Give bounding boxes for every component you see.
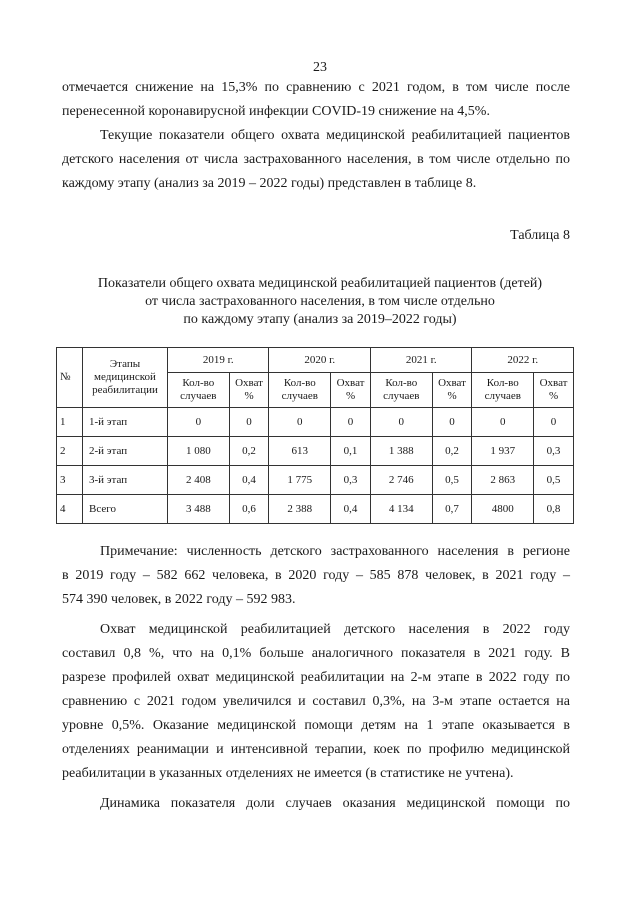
cell-cases: 4800: [472, 495, 534, 524]
cell-coverage: 0,2: [229, 437, 269, 466]
text-line: Динамика показателя доли случаев оказания медицинской помощи по: [100, 796, 570, 811]
cell-coverage: 0,3: [534, 437, 574, 466]
text-line: детского населения от числа застрахованного населения, в том числе отдельно по: [62, 152, 570, 167]
page-number: 23: [313, 60, 327, 75]
paragraph-indicators: [62, 124, 570, 196]
cell-cases: 1 937: [472, 437, 534, 466]
cell-coverage: 0,3: [331, 466, 371, 495]
cell-coverage: 0,1: [331, 437, 371, 466]
cell-coverage: 0,6: [229, 495, 269, 524]
text-line: реабилитации в указанных отделениях не имеется (в статистике не учтена).: [62, 766, 514, 781]
table-caption: [0, 275, 640, 329]
cell-cases: 2 388: [269, 495, 331, 524]
paragraph-note: [62, 540, 570, 612]
text-line: перенесенной коронавирусной инфекции COVID-19 снижение на 4,5%.: [62, 104, 490, 119]
table-row: [57, 408, 574, 437]
table-row: [57, 495, 574, 524]
text-line: Текущие показатели общего охвата медицинской реабилитацией пациентов: [100, 128, 570, 143]
text-line: составил 0,8 %, что на 0,1% больше аналогичного показателя в 2021 году. В: [62, 646, 570, 661]
cell-cases: 1 080: [168, 437, 230, 466]
text-line: в 2019 году – 582 662 человека, в 2020 году – 585 878 человек, в 2021 году –: [62, 568, 570, 583]
cell-cases: 0: [472, 408, 534, 437]
row-stage: 1-й этап: [83, 408, 168, 437]
cell-coverage: 0,5: [432, 466, 472, 495]
table-row: [57, 437, 574, 466]
cell-coverage: 0,8: [534, 495, 574, 524]
subheader-cases: Кол-во случаев: [472, 373, 534, 408]
text-line: отделениях реанимации и интенсивной терапии, коек по профилю медицинской: [62, 742, 570, 757]
coverage-table: [56, 347, 574, 524]
cell-cases: 0: [269, 408, 331, 437]
row-number: 1: [57, 408, 83, 437]
caption-line: Показатели общего охвата медицинской реабилитацией пациентов (детей): [97, 276, 543, 291]
cell-coverage: 0: [229, 408, 269, 437]
caption-line: от числа застрахованного населения, в том числе отдельно: [145, 294, 495, 309]
table-header-row: [57, 348, 574, 373]
paragraph-intro: [62, 76, 570, 124]
cell-coverage: 0,2: [432, 437, 472, 466]
row-stage: 2-й этап: [83, 437, 168, 466]
row-stage: Всего: [83, 495, 168, 524]
cell-cases: 4 134: [370, 495, 432, 524]
subheader-cases: Кол-во случаев: [168, 373, 230, 408]
text-line: сравнению с 2021 годом увеличился и составил 0,3%, на 3-м этапе остается на: [62, 694, 570, 709]
paragraph-dynamics: [62, 792, 570, 816]
cell-cases: 1 388: [370, 437, 432, 466]
text-line: Примечание: численность детского застрахованного населения в регионе: [100, 544, 570, 559]
table-row: [57, 466, 574, 495]
cell-cases: 3 488: [168, 495, 230, 524]
text-line: разрезе профилей охват медицинской реабилитации на 2-м этапе в 2022 году по: [62, 670, 570, 685]
subheader-cases: Кол-во случаев: [370, 373, 432, 408]
cell-cases: 0: [370, 408, 432, 437]
text-line: Охват медицинской реабилитацией детского населения в 2022 году: [100, 622, 570, 637]
header-stage: Этапы медицинской реабилитации: [83, 348, 168, 408]
header-year: 2019 г.: [168, 348, 269, 373]
text-line: каждому этапу (анализ за 2019 – 2022 годы) представлен в таблице 8.: [62, 176, 477, 191]
text-line: отмечается снижение на 15,3% по сравнению с 2021 годом, в том числе после: [62, 80, 570, 95]
subheader-cases: Кол-во случаев: [269, 373, 331, 408]
cell-coverage: 0: [331, 408, 371, 437]
subheader-coverage: Охват %: [331, 373, 371, 408]
row-stage: 3-й этап: [83, 466, 168, 495]
header-year: 2020 г.: [269, 348, 370, 373]
row-number: 3: [57, 466, 83, 495]
header-year: 2022 г.: [472, 348, 574, 373]
cell-cases: 0: [168, 408, 230, 437]
subheader-coverage: Охват %: [534, 373, 574, 408]
paragraph-analysis: [62, 618, 570, 786]
table-label: Таблица 8: [510, 228, 570, 243]
cell-coverage: 0,5: [534, 466, 574, 495]
subheader-coverage: Охват %: [432, 373, 472, 408]
cell-cases: 613: [269, 437, 331, 466]
cell-coverage: 0,4: [229, 466, 269, 495]
cell-cases: 2 863: [472, 466, 534, 495]
cell-cases: 1 775: [269, 466, 331, 495]
cell-coverage: 0,7: [432, 495, 472, 524]
caption-line: по каждому этапу (анализ за 2019–2022 годы): [183, 312, 457, 327]
cell-cases: 2 746: [370, 466, 432, 495]
row-number: 4: [57, 495, 83, 524]
header-year: 2021 г.: [370, 348, 471, 373]
cell-coverage: 0: [534, 408, 574, 437]
cell-coverage: 0,4: [331, 495, 371, 524]
subheader-coverage: Охват %: [229, 373, 269, 408]
text-line: уровне 0,5%. Оказание медицинской помощи детям на 1 этапе оказывается в: [62, 718, 570, 733]
cell-cases: 2 408: [168, 466, 230, 495]
row-number: 2: [57, 437, 83, 466]
cell-coverage: 0: [432, 408, 472, 437]
text-line: 574 390 человек, в 2022 году – 592 983.: [62, 592, 296, 607]
header-number: №: [57, 348, 83, 408]
